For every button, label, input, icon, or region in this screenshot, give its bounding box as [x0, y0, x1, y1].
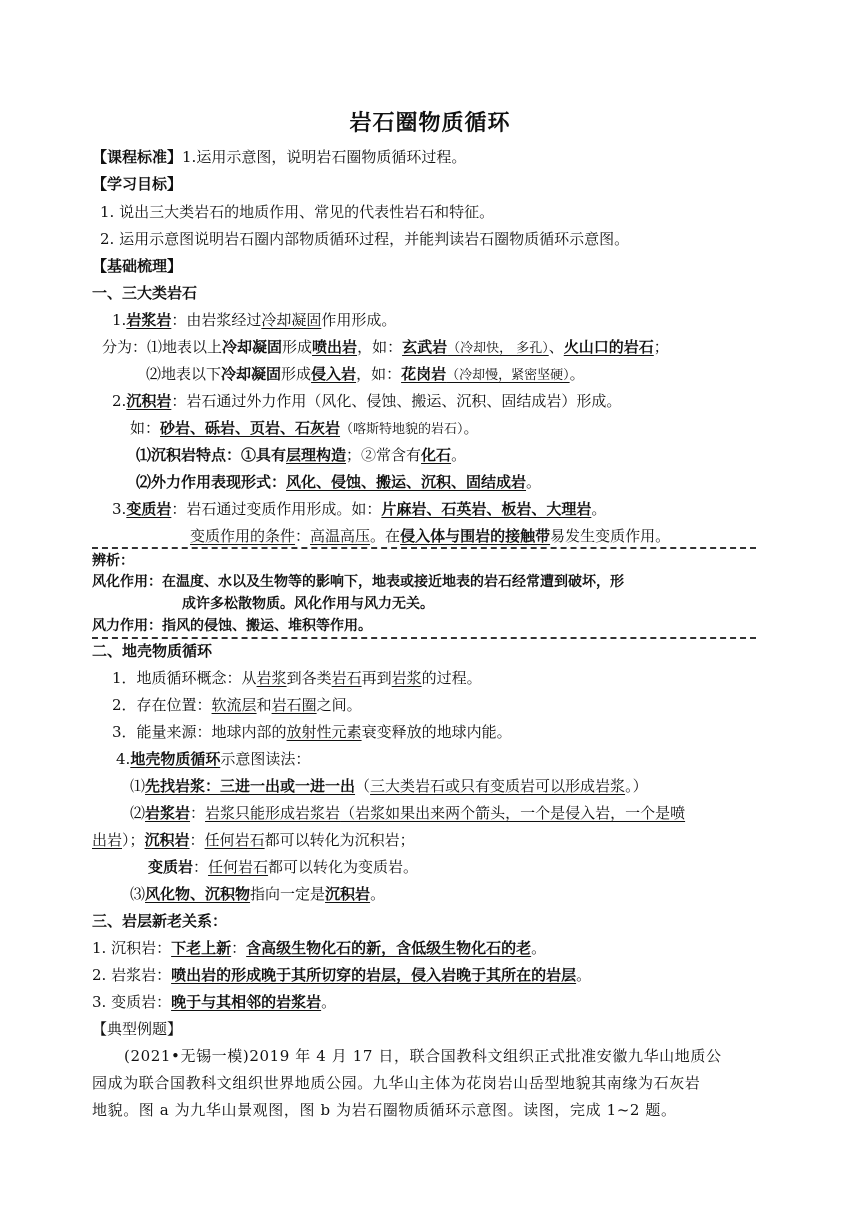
r2-a: ⑵ [130, 804, 146, 822]
location-line [112, 694, 362, 716]
r2-sedimentary: 沉积岩 [144, 831, 190, 849]
sedimentary-examples [130, 417, 479, 441]
magma-text-1: ：由岩浆经过 [171, 311, 262, 329]
energy-line [112, 721, 512, 743]
reading-rule-1 [130, 775, 648, 797]
extrusive-such: ，如： [357, 338, 403, 356]
condition-label: 变质作用的条件 [190, 527, 296, 545]
basalt-term: 玄武岩 [402, 338, 448, 356]
sed-eg-rocks: 砂岩、砾岩、页岩、石灰岩 [160, 419, 341, 437]
c1-a: 1．地质循环概念：从 [112, 669, 257, 687]
c4-b: 示意图读法： [220, 750, 311, 768]
metamorphic-term: 变质岩 [126, 500, 172, 518]
objectives-label: 【学习目标】 [92, 175, 183, 193]
extrusive-cool: 冷却凝固 [222, 338, 283, 356]
r2-note: （岩浆如果出来两个箭头，一个是侵入岩，一个是喷 [340, 804, 686, 822]
bedding-term: 层理构造 [286, 446, 347, 464]
curriculum-label: 【课程标准】 [92, 148, 183, 166]
sed-eg-label: 如： [130, 419, 161, 437]
intrusive-rock-term: 侵入岩 [311, 365, 357, 383]
c2-a: 2．存在位置： [112, 696, 212, 714]
sed-num: 2. [112, 392, 127, 410]
cycle-concept-line [112, 667, 482, 689]
r1-e: 。） [625, 777, 648, 795]
r2-metamorphic: 变质岩 [148, 858, 194, 876]
r3-sedimentary: 沉积岩 [325, 885, 371, 903]
external-forces-list: 风化、侵蚀、搬运、沉积、固结成岩 [286, 473, 527, 491]
granite-term: 花岗岩 [401, 365, 447, 383]
extrusive-form: 形成 [282, 338, 313, 356]
l3-c: 。 [321, 993, 337, 1011]
condition-colon: ： [295, 527, 311, 545]
extrusive-line [102, 336, 669, 360]
intrusive-line [146, 363, 585, 387]
meta-num: 3. [112, 500, 127, 518]
extrusive-end: ； [653, 338, 669, 356]
sedimentary-line [112, 390, 621, 412]
l1-c: ： [231, 939, 247, 957]
external-forces-line [136, 471, 541, 493]
extrusive-prefix: 分为：⑴地表以上 [102, 338, 223, 356]
l3-a: 3. 变质岩： [92, 993, 172, 1011]
intrusive-end: 。 [569, 365, 585, 383]
magma-rock-line [112, 309, 396, 331]
c3-radioactive: 放射性元素 [286, 723, 362, 741]
curriculum-line [92, 146, 466, 168]
intrusive-form: 形成 [281, 365, 312, 383]
c2-asthenosphere: 软流层 [211, 696, 257, 714]
magma-text-2: 作用形成。 [321, 311, 397, 329]
objective-item-1: 1. 说出三大类岩石的地质作用、常见的代表性岩石和特征。 [100, 203, 495, 221]
r2-any-rock: 任何岩石 [204, 831, 265, 849]
c3-a: 3．能量来源：地球内部的 [112, 723, 287, 741]
c1-g: 的过程。 [421, 669, 482, 687]
c1-e: 再到 [361, 669, 392, 687]
r2-c: ： [190, 804, 206, 822]
c2-e: 之间。 [316, 696, 362, 714]
page-title: 岩石圈物质循环 [349, 111, 511, 136]
magma-num: 1. [112, 311, 127, 329]
condition-value: 高温高压 [310, 527, 371, 545]
c1-rock: 岩石 [331, 669, 362, 687]
r3-e: 。 [370, 885, 386, 903]
reading-rule-3 [130, 883, 385, 905]
magma-rock-term: 岩浆岩 [126, 311, 172, 329]
divider-bottom [92, 637, 756, 639]
r1-a: ⑴ [130, 777, 146, 795]
wind-text: 指风的侵蚀、搬运、堆积等作用。 [162, 618, 372, 634]
c2-lithosphere: 岩石圈 [271, 696, 317, 714]
example-label: 【典型例题】 [92, 1020, 183, 1038]
r2-i: ： [189, 831, 205, 849]
wind-label: 风力作用： [92, 618, 162, 634]
intrusive-cool: 冷却凝固 [221, 365, 282, 383]
section-3-heading: 三、岩层新老关系： [92, 912, 228, 930]
r2-f: 出岩 [92, 831, 123, 849]
granite-note: （冷却慢，紧密坚硬） [446, 368, 570, 383]
extrusive-rock-term: 喷出岩 [312, 338, 358, 356]
strata-sedimentary [92, 937, 546, 959]
section-2-heading: 二、地壳物质循环 [92, 642, 213, 660]
sed-feature-end: 。 [451, 446, 467, 464]
diagram-reading-line [116, 748, 310, 770]
contact-zone-term: 侵入体与围岩的接触带 [400, 527, 551, 545]
l2-rule: 喷出岩的形成晚于其所切穿的岩层，侵入岩晚于其所在的岩层 [171, 966, 577, 984]
weathering-line-2: 成许多松散物质。风化作用与风力无关。 [182, 596, 434, 612]
section-1-heading: 一、三大类岩石 [92, 284, 198, 302]
r1-c: （ [355, 777, 371, 795]
c3-c: 衰变释放的地球内能。 [361, 723, 512, 741]
analysis-label: 辨析： [92, 553, 134, 569]
reading-rule-2c [148, 856, 418, 878]
reading-rule-2b [92, 829, 415, 851]
intrusive-such: ，如： [356, 365, 402, 383]
l1-e: 。 [531, 939, 547, 957]
c4-cycle-term: 地壳物质循环 [130, 750, 221, 768]
weathering-label: 风化作用： [92, 574, 162, 590]
sed-feature-label: ⑴沉积岩特点：①具有 [136, 446, 287, 464]
l1-old-new: 下老上新 [171, 939, 232, 957]
condition-end: 易发生变质作用。 [550, 527, 671, 545]
r3-weathered: 风化物、沉积物 [145, 885, 251, 903]
r2-only: 岩浆只能形成岩浆岩 [205, 804, 341, 822]
sed-eg-note: （喀斯特地貌的岩石） [340, 422, 464, 437]
r3-a: ⑶ [130, 885, 146, 903]
l2-a: 2. 岩浆岩： [92, 966, 172, 984]
weathering-line-1 [92, 571, 624, 593]
basics-label: 【基础梳理】 [92, 257, 183, 275]
intrusive-prefix: ⑵地表以下 [146, 365, 222, 383]
condition-mid: 。在 [370, 527, 401, 545]
divider-top [92, 547, 756, 549]
weathering-text-1: 在温度、水以及生物等的影响下，地表或接近地表的岩石经常遭到破坏，形 [162, 574, 624, 590]
metamorphic-examples: 片麻岩、石英岩、板岩、大理岩 [381, 500, 592, 518]
sed-feature-mid: ；②常含有 [346, 446, 422, 464]
wind-line [92, 615, 372, 637]
r1-find-magma: 先找岩浆：三进一出或一进一出 [145, 777, 356, 795]
example-para-1: (2021•无锡一模)2019 年 4 月 17 日，联合国教科文组织正式批准安徽九华山地质公 [124, 1047, 722, 1065]
fossil-term: 化石 [421, 446, 452, 464]
r2-g: ）； [122, 831, 145, 849]
extrusive-sep: 、 [548, 338, 564, 356]
sedimentary-features [136, 444, 466, 466]
external-forces-end: 。 [526, 473, 542, 491]
r2-any-rock-2: 任何岩石 [208, 858, 269, 876]
c1-magma: 岩浆 [256, 669, 287, 687]
r3-c: 指向一定是 [250, 885, 326, 903]
r1-note: 三大类岩石或只有变质岩可以形成岩浆 [370, 777, 626, 795]
r2-o: 都可以转化为变质岩。 [268, 858, 419, 876]
r2-magmatic: 岩浆岩 [145, 804, 191, 822]
magma-process: 冷却凝固 [261, 311, 322, 329]
l1-fossil-rule: 含高级生物化石的新，含低级生物化石的老 [246, 939, 532, 957]
c4-num: 4. [116, 750, 131, 768]
metamorphism-condition-line [190, 525, 670, 547]
external-forces-label: ⑵外力作用表现形式： [136, 473, 287, 491]
r2-m: ： [193, 858, 209, 876]
c1-c: 到各类 [286, 669, 332, 687]
sed-eg-end: 。 [463, 419, 479, 437]
l1-a: 1. 沉积岩： [92, 939, 172, 957]
example-para-3: 地貌。图 a 为九华山景观图，图 b 为岩石圈物质循环示意图。读图，完成 1~2 题。 [92, 1101, 677, 1119]
strata-magmatic [92, 964, 591, 986]
volcano-rock-term: 火山口的岩石 [563, 338, 654, 356]
basalt-note: （冷却快， 多孔） [447, 341, 549, 356]
metamorphic-end: 。 [591, 500, 607, 518]
c1-magma-2: 岩浆 [391, 669, 422, 687]
example-para-2: 园成为联合国教科文组织世界地质公园。九华山主体为花岗岩山岳型地貌其南缘为石灰岩 [92, 1074, 701, 1092]
metamorphic-text: ：岩石通过变质作用形成。如： [171, 500, 382, 518]
strata-metamorphic [92, 991, 336, 1013]
l3-rule: 晚于与其相邻的岩浆岩 [171, 993, 322, 1011]
sedimentary-text: ：岩石通过外力作用（风化、侵蚀、搬运、沉积、固结成岩）形成。 [171, 392, 622, 410]
l2-c: 。 [576, 966, 592, 984]
r2-k: 都可以转化为沉积岩； [264, 831, 415, 849]
curriculum-text: 1.运用示意图，说明岩石圈物质循环过程。 [182, 148, 467, 166]
metamorphic-line [112, 498, 606, 520]
c2-c: 和 [256, 696, 272, 714]
reading-rule-2a [130, 802, 685, 824]
objective-item-2: 2. 运用示意图说明岩石圈内部物质循环过程，并能判读岩石圈物质循环示意图。 [100, 230, 630, 248]
sedimentary-term: 沉积岩 [126, 392, 172, 410]
